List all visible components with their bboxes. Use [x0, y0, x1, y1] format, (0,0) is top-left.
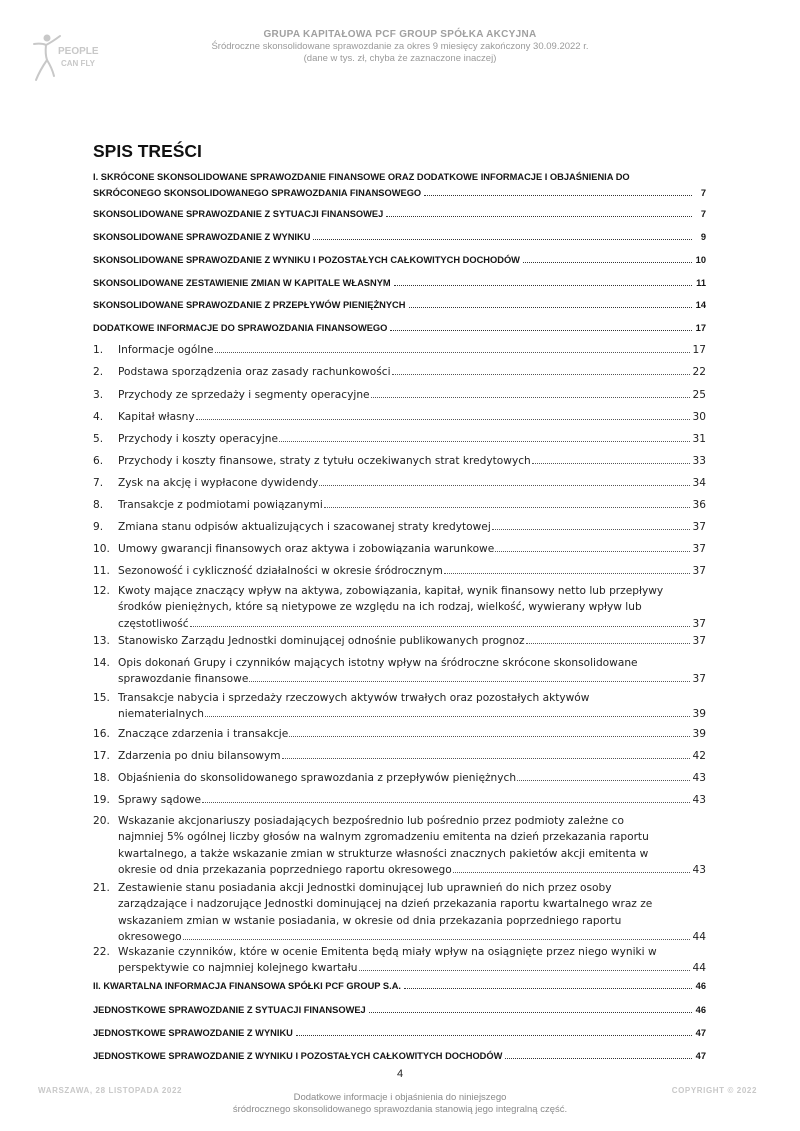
- toc-entry-text: Stanowisko Zarządu Jednostki dominującej odnośnie publikowanych prognoz: [118, 635, 525, 647]
- toc-entry-text: środków pieniężnych, które są nietypowe ze względu na ich rodzaj, wielkość, wywierany wpływ lub: [118, 601, 642, 614]
- toc-entry-page: 9: [700, 232, 706, 242]
- dot-leader: [453, 872, 690, 873]
- toc-entry[interactable]: [93, 320, 706, 336]
- toc-entry-number: 17.: [93, 750, 110, 762]
- dot-leader: [313, 239, 692, 240]
- toc-entry-text: SKONSOLIDOWANE SPRAWOZDANIE Z SYTUACJI FINANSOWEJ: [93, 209, 384, 219]
- dot-leader: [424, 195, 692, 196]
- document-header: [150, 29, 650, 64]
- toc-entry-text: Sprawy sądowe: [118, 794, 201, 806]
- toc-entry[interactable]: [93, 583, 706, 632]
- dot-leader: [517, 780, 690, 781]
- toc-entry[interactable]: [93, 1025, 706, 1041]
- toc-entry-text: Kapitał własny: [118, 411, 195, 423]
- toc-entry-page: 17: [692, 344, 706, 356]
- toc-entry[interactable]: [93, 813, 706, 878]
- dot-leader: [282, 758, 690, 759]
- toc-entry-page: 7: [700, 188, 706, 198]
- dot-leader: [296, 1035, 692, 1036]
- toc-entry-number: 21.: [93, 882, 110, 894]
- toc-entry-page: 46: [695, 1005, 706, 1015]
- page-number: 4: [396, 1068, 404, 1080]
- dot-leader: [523, 262, 692, 263]
- toc-entry[interactable]: [93, 944, 706, 977]
- toc-entry-page: 25: [692, 389, 706, 401]
- toc-entry-page: 37: [692, 617, 706, 630]
- footer-note: [180, 1092, 620, 1116]
- toc-entry-page: 47: [695, 1051, 706, 1061]
- toc-title: SPIS TREŚCI: [93, 141, 202, 161]
- dot-leader: [492, 529, 690, 530]
- toc-entry-text: Transakcje nabycia i sprzedaży rzeczowych aktywów trwałych oraz pozostałych aktywów: [118, 692, 590, 704]
- toc-entry-text: DODATKOWE INFORMACJE DO SPRAWOZDANIA FINANSOWEGO: [93, 323, 388, 333]
- dot-leader: [386, 216, 692, 217]
- toc-entry[interactable]: [93, 229, 706, 245]
- toc-entry-page: 31: [692, 433, 706, 445]
- toc-entry-text: Wskazanie czynników, które w ocenie Emitenta będą miały wpływ na osiągnięte przez niego wyniki w: [118, 946, 657, 958]
- toc-entry-page: 30: [692, 411, 706, 423]
- toc-entry-text: najmniej 5% ogólnej liczby głosów na walnym zgromadzeniu emitenta na dzień przekazania raportu: [118, 831, 649, 844]
- dot-leader: [249, 681, 690, 682]
- toc-entry-text: Przychody i koszty operacyjne: [118, 433, 279, 445]
- toc-entry-number: 8.: [93, 499, 104, 511]
- toc-entry-number: 15.: [93, 692, 110, 704]
- toc-entry-text: Podstawa sporządzenia oraz zasady rachunkowości: [118, 366, 391, 378]
- toc-entry-text: SKONSOLIDOWANE ZESTAWIENIE ZMIAN W KAPITALE WŁASNYM: [93, 278, 391, 288]
- toc-entry[interactable]: [93, 541, 706, 557]
- toc-entry[interactable]: [93, 475, 706, 491]
- toc-entry-page: 34: [692, 477, 706, 489]
- toc-entry-page: 44: [692, 962, 706, 975]
- toc-entry-number: 2.: [93, 366, 104, 378]
- toc-entry[interactable]: [93, 206, 706, 222]
- toc-entry-page: 17: [695, 323, 706, 333]
- dot-leader: [495, 551, 690, 552]
- toc-entry-page: 14: [695, 300, 706, 310]
- toc-entry-page: 37: [692, 635, 706, 647]
- toc-entry-text: Zestawienie stanu posiadania akcji Jednostki dominującej lub uprawnień do nich przez osoby: [118, 882, 612, 894]
- toc-entry-text: Opis dokonań Grupy i czynników mających istotny wpływ na śródroczne skrócone skonsolidowane: [118, 657, 638, 669]
- dot-leader: [409, 307, 693, 308]
- toc-entry-page: 43: [692, 772, 706, 784]
- toc-entry-text: SKONSOLIDOWANE SPRAWOZDANIE Z WYNIKU: [93, 232, 311, 242]
- footer-copyright: COPYRIGHT © 2022: [671, 1086, 757, 1095]
- dot-leader: [215, 352, 690, 353]
- toc-entry[interactable]: [93, 387, 706, 403]
- logo-text-bottom: CAN FLY: [61, 59, 95, 68]
- toc-entry-text: okresie od dnia przekazania poprzedniego raportu okresowego: [118, 863, 452, 876]
- dot-leader: [190, 626, 690, 627]
- toc-entry[interactable]: [93, 655, 706, 688]
- toc-entry-text: Zmiana stanu odpisów aktualizujących i szacowanej straty kredytowej: [118, 521, 491, 533]
- toc-entry-text: Objaśnienia do skonsolidowanego sprawozdania z przepływów pieniężnych: [118, 772, 517, 784]
- toc-entry[interactable]: [93, 748, 706, 764]
- toc-entry-text: Umowy gwarancji finansowych oraz aktywa i zobowiązania warunkowe: [118, 543, 495, 555]
- toc-entry-text: niematerialnych: [118, 708, 204, 721]
- toc-entry-page: 7: [700, 209, 706, 219]
- toc-entry[interactable]: [93, 169, 706, 201]
- dot-leader: [324, 507, 690, 508]
- toc-entry-number: 9.: [93, 521, 104, 533]
- toc-entry-page: 37: [692, 673, 706, 686]
- toc-entry-text: Wskazanie akcjonariuszy posiadających bezpośrednio lub pośrednio przez podmioty zależne co: [118, 815, 624, 827]
- toc-entry[interactable]: [93, 519, 706, 535]
- toc-entry-page: 37: [692, 521, 706, 533]
- toc-entry-number: 3.: [93, 389, 104, 401]
- dot-leader: [205, 716, 690, 717]
- toc-entry-number: 7.: [93, 477, 104, 489]
- dot-leader: [196, 419, 690, 420]
- toc-entry-page: 39: [692, 728, 706, 740]
- toc-entry-page: 43: [692, 863, 706, 876]
- toc-entry-page: 37: [692, 543, 706, 555]
- toc-entry-number: 13.: [93, 635, 110, 647]
- toc-entry[interactable]: [93, 1048, 706, 1064]
- toc-entry-text: Kwoty mające znaczący wpływ na aktywa, zobowiązania, kapitał, wynik finansowy netto lub przepływy: [118, 585, 664, 597]
- toc-entry-text: kwartalnego, a także wskazanie zmian w strukturze własności znacznych pakietów akcji emitenta w: [118, 847, 649, 860]
- toc-entry-number: 20.: [93, 815, 110, 827]
- footer-note-line-1: Dodatkowe informacje i objaśnienia do niniejszego: [293, 1092, 507, 1103]
- toc-entry[interactable]: [93, 297, 706, 313]
- toc-entry-number: 1.: [93, 344, 104, 356]
- units-note: (dane w tys. zł, chyba że zaznaczone inaczej): [303, 53, 497, 64]
- dot-leader: [369, 1012, 692, 1013]
- toc-entry[interactable]: [93, 275, 706, 291]
- dot-leader: [279, 441, 690, 442]
- toc-entry-text: Transakcje z podmiotami powiązanymi: [118, 499, 323, 511]
- toc-entry-text: Informacje ogólne: [118, 344, 214, 356]
- toc-entry-page: 36: [692, 499, 706, 511]
- toc-entry[interactable]: [93, 792, 706, 808]
- toc-entry-text: SKRÓCONEGO SKONSOLIDOWANEGO SPRAWOZDANIA FINANSOWEGO: [93, 188, 422, 198]
- toc-entry-page: 33: [692, 455, 706, 467]
- dot-leader: [532, 463, 690, 464]
- toc-entry[interactable]: [93, 431, 706, 447]
- report-subtitle: Śródroczne skonsolidowane sprawozdanie za okres 9 miesięcy zakończony 30.09.2022 r.: [211, 41, 589, 52]
- toc-entry[interactable]: [93, 770, 706, 786]
- toc-entry-text: Sezonowość i cykliczność działalności w okresie śródrocznym: [118, 565, 443, 577]
- toc-entry-page: 44: [692, 930, 706, 943]
- toc-entry-number: 12.: [93, 585, 110, 597]
- toc-entry[interactable]: [93, 726, 706, 742]
- dot-leader: [371, 397, 690, 398]
- dancing-figure-logo-icon: [30, 30, 100, 90]
- toc-entry-text: Zysk na akcję i wypłacone dywidendy: [118, 477, 319, 489]
- toc-entry-text: JEDNOSTKOWE SPRAWOZDANIE Z WYNIKU: [93, 1028, 293, 1038]
- toc-entry-page: 47: [695, 1028, 706, 1038]
- toc-entry-page: 10: [695, 255, 706, 265]
- toc-entry-page: 46: [695, 981, 706, 991]
- toc-entry[interactable]: [93, 342, 706, 358]
- toc-entry-number: 5.: [93, 433, 104, 445]
- toc-entry-number: 16.: [93, 728, 110, 740]
- logo-text-top: PEOPLE: [58, 46, 99, 57]
- toc-entry-text: sprawozdanie finansowe: [118, 673, 249, 686]
- toc-entry-text: perspektywie co najmniej kolejnego kwartału: [118, 962, 358, 975]
- toc-entry-text: zarządzające i nadzorujące Jednostki dominującej na dzień przekazania raportu kwartalnego wraz ze: [118, 898, 653, 911]
- toc-entry-number: 18.: [93, 772, 110, 784]
- toc-entry-page: 42: [692, 750, 706, 762]
- dot-leader: [319, 485, 690, 486]
- toc-entry-page: 43: [692, 794, 706, 806]
- toc-entry[interactable]: [93, 978, 706, 994]
- toc-entry-text: SKONSOLIDOWANE SPRAWOZDANIE Z PRZEPŁYWÓW PIENIĘŻNYCH: [93, 300, 406, 310]
- dot-leader: [390, 330, 692, 331]
- toc-entry-page: 39: [692, 708, 706, 721]
- dot-leader: [444, 573, 690, 574]
- toc-entry-page: 37: [692, 565, 706, 577]
- toc-entry[interactable]: [93, 880, 706, 945]
- dot-leader: [359, 970, 690, 971]
- toc-entry-text: SKONSOLIDOWANE SPRAWOZDANIE Z WYNIKU I POZOSTAŁYCH CAŁKOWITYCH DOCHODÓW: [93, 255, 520, 265]
- toc-entry[interactable]: [93, 252, 706, 268]
- toc-entry-number: 6.: [93, 455, 104, 467]
- toc-entry-number: 19.: [93, 794, 110, 806]
- toc-entry-number: 14.: [93, 657, 110, 669]
- toc-entry-text: JEDNOSTKOWE SPRAWOZDANIE Z SYTUACJI FINANSOWEJ: [93, 1005, 366, 1015]
- toc-entry[interactable]: [93, 1002, 706, 1018]
- toc-entry-text: Zdarzenia po dniu bilansowym: [118, 750, 281, 762]
- toc-entry[interactable]: [93, 563, 706, 579]
- toc-entry-number: 4.: [93, 411, 104, 423]
- dot-leader: [392, 374, 690, 375]
- toc-entry-number: 22.: [93, 946, 110, 958]
- toc-entry-text: Przychody i koszty finansowe, straty z tytułu oczekiwanych strat kredytowych: [118, 455, 531, 467]
- toc-entry[interactable]: [93, 453, 706, 469]
- toc-entry[interactable]: [93, 497, 706, 513]
- toc-entry[interactable]: [93, 409, 706, 425]
- dot-leader: [202, 802, 690, 803]
- toc-entry[interactable]: [93, 633, 706, 649]
- toc-entry-number: 11.: [93, 565, 110, 577]
- toc-entry-text: częstotliwość: [118, 617, 189, 630]
- toc-entry-page: 22: [692, 366, 706, 378]
- company-name: GRUPA KAPITAŁOWA PCF GROUP SPÓŁKA AKCYJNA: [263, 29, 537, 40]
- dot-leader: [505, 1058, 692, 1059]
- toc-entry-text: II. KWARTALNA INFORMACJA FINANSOWA SPÓŁKI PCF GROUP S.A.: [93, 981, 402, 991]
- footer-location-date: WARSZAWA, 28 LISTOPADA 2022: [38, 1086, 183, 1095]
- toc-entry-text: okresowego: [118, 930, 182, 943]
- toc-entry-page: 11: [696, 278, 706, 288]
- toc-entry-text: wskazaniem zmian w wstanie posiadania, w okresie od dnia przekazania poprzedniego raportu: [118, 914, 622, 927]
- toc-entry-text: Przychody ze sprzedaży i segmenty operacyjne: [118, 389, 370, 401]
- toc-entry-text: Znaczące zdarzenia i transakcje: [118, 728, 289, 740]
- toc-entry-number: 10.: [93, 543, 110, 555]
- toc-entry-text: JEDNOSTKOWE SPRAWOZDANIE Z WYNIKU I POZOSTAŁYCH CAŁKOWITYCH DOCHODÓW: [93, 1051, 503, 1061]
- dot-leader: [289, 736, 690, 737]
- toc-entry[interactable]: [93, 690, 706, 723]
- footer-note-line-2: śródrocznego skonsolidowanego sprawozdania stanowią jego integralną część.: [232, 1104, 568, 1115]
- toc-entry-text: I. SKRÓCONE SKONSOLIDOWANE SPRAWOZDANIE FINANSOWE ORAZ DODATKOWE INFORMACJE I OBJAŚNIENIA DO: [93, 172, 630, 182]
- dot-leader: [394, 285, 692, 286]
- toc-entry[interactable]: [93, 364, 706, 380]
- dot-leader: [183, 939, 690, 940]
- dot-leader: [404, 988, 692, 989]
- dot-leader: [526, 643, 690, 644]
